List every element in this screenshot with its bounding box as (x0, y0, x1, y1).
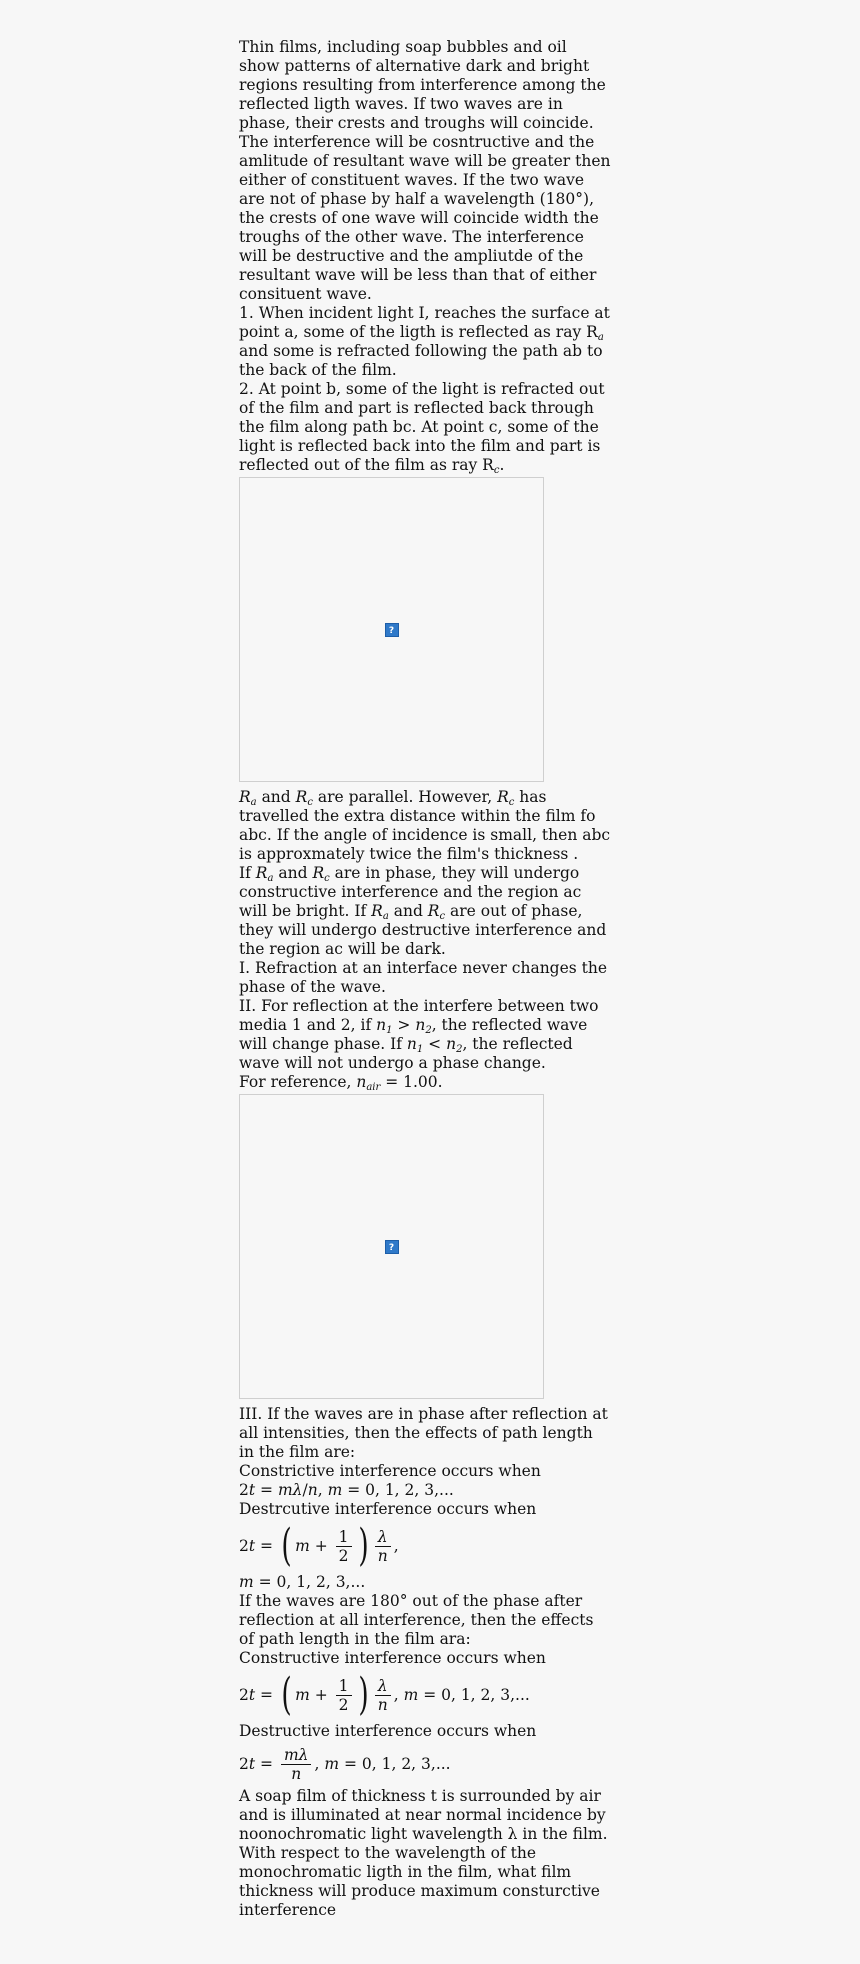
text-line: the region ac will be dark. (239, 940, 446, 958)
text-line: and is illuminated at near normal incidence by (239, 1806, 606, 1824)
text-line: show patterns of alternative dark and bright (239, 57, 590, 75)
text-line: wave will not undergo a phase change. (239, 1054, 546, 1072)
text-line: Destrcutive interference occurs when (239, 1500, 537, 1518)
text-line: constructive interference and the region ac (239, 883, 582, 901)
phase-change-diagram-image (239, 1094, 544, 1399)
text-line: phase, their crests and troughs will coincide. (239, 114, 594, 132)
thin-film-diagram-image (239, 477, 544, 782)
equation-constructive-outphase: 2 t = ( m + $\frac{1}{2}$ ) $\frac{\lambda}{n}$ , m = 0, 1, 2, 3,... (239, 1669, 530, 1720)
text-line: II. For reflection at the interfere between two (239, 997, 599, 1015)
text-line: regions resulting from interference among the (239, 76, 606, 94)
text-line: 2. At point b, some of the light is refracted out (239, 380, 605, 398)
text-line: noonochromatic light wavelength λ in the film. (239, 1825, 608, 1843)
equation-constructive-inphase: 2t = mλ/n, m = 0, 1, 2, 3,... (239, 1481, 454, 1499)
text-line: Thin films, including soap bubbles and oil (239, 38, 567, 56)
rules-paragraph (239, 959, 629, 1092)
text-line: Constrictive interference occurs when (239, 1462, 541, 1480)
equation-destructive-inphase: 2 t = ( m + $\frac{1}{2}$ ) $\frac{\lambda}{n}$ , (239, 1520, 399, 1571)
broken-image-icon: ? (385, 623, 399, 637)
text-line: For reference, $n_{air} = 1.00$. (239, 1073, 443, 1093)
text-line: the back of the film. (239, 361, 397, 379)
broken-image-icon: ? (385, 1240, 399, 1254)
path-length-section (239, 1405, 629, 1787)
parallel-rays-paragraph (239, 788, 629, 959)
text-line: monochromatic ligth in the film, what film (239, 1863, 572, 1881)
text-line: amlitude of resultant wave will be greater then (239, 152, 611, 170)
step-1 (239, 304, 629, 380)
text-line: the film along path bc. At point c, some of the (239, 418, 599, 436)
text-line: media 1 and 2, if $n_1 > n_2$, the reflected wave (239, 1016, 588, 1036)
text-line: they will undergo destructive interference and (239, 921, 607, 939)
text-line: are not of phase by half a wavelength (180°), (239, 190, 595, 208)
text-line: reflection at all interference, then the effects (239, 1611, 594, 1629)
text-line: point a, some of the ligth is reflected as ray $R_a$ (239, 323, 604, 343)
text-line: If the waves are 180° out of the phase after (239, 1592, 583, 1610)
text-line: of path length in the film ara: (239, 1630, 471, 1648)
text-line: consituent wave. (239, 285, 372, 303)
text-line: thickness will produce maximum consturctive (239, 1882, 600, 1900)
text-line: either of constituent waves. If the two wave (239, 171, 585, 189)
text-line: With respect to the wavelength of the (239, 1844, 537, 1862)
text-line: all intensities, then the effects of path length (239, 1424, 593, 1442)
text-line: the crests of one wave will coincide width the (239, 209, 599, 227)
text-line: reflected ligth waves. If two waves are in (239, 95, 563, 113)
text-line: $R_a$ and $R_c$ are parallel. However, $R_c$ has (239, 788, 547, 808)
text-line: Constructive interference occurs when (239, 1649, 546, 1667)
text-line: interference (239, 1901, 337, 1919)
text-line: in the film are: (239, 1443, 356, 1461)
equation-destructive-outphase: 2 t = $\frac{m\lambda}{n}$ , m = 0, 1, 2, 3,... (239, 1745, 451, 1783)
text-line: Destructive interference occurs when (239, 1722, 537, 1740)
text-line: If $R_a$ and $R_c$ are in phase, they will undergo (239, 864, 580, 884)
step-2 (239, 380, 629, 475)
text-line: troughs of the other wave. The interference (239, 228, 584, 246)
intro-paragraph (239, 38, 629, 304)
text-line: is approxmately twice the film's thickness . (239, 845, 579, 863)
text-line: resultant wave will be less than that of either (239, 266, 597, 284)
equation-sequence: m = 0, 1, 2, 3,... (239, 1573, 366, 1591)
text-line: will be bright. If $R_a$ and $R_c$ are out of phase, (239, 902, 583, 922)
text-line: I. Refraction at an interface never changes the (239, 959, 608, 977)
text-line: will be destructive and the ampliutde of the (239, 247, 584, 265)
text-line: A soap film of thickness t is surrounded by air (239, 1787, 601, 1805)
article-body (239, 38, 629, 1920)
text-line: phase of the wave. (239, 978, 386, 996)
text-line: The interference will be cosntructive and the (239, 133, 595, 151)
question-paragraph (239, 1787, 629, 1920)
text-line: 1. When incident light I, reaches the surface at (239, 304, 610, 322)
text-line: travelled the extra distance within the film fo (239, 807, 596, 825)
text-line: of the film and part is reflected back through (239, 399, 594, 417)
text-line: and some is refracted following the path ab to (239, 342, 603, 360)
text-line: III. If the waves are in phase after reflection at (239, 1405, 608, 1423)
text-line: reflected out of the film as ray $R_c$. (239, 456, 505, 476)
text-line: light is reflected back into the film and part is (239, 437, 601, 455)
text-line: abc. If the angle of incidence is small, then abc (239, 826, 611, 844)
text-line: will change phase. If $n_1 < n_2$, the reflected (239, 1035, 573, 1055)
